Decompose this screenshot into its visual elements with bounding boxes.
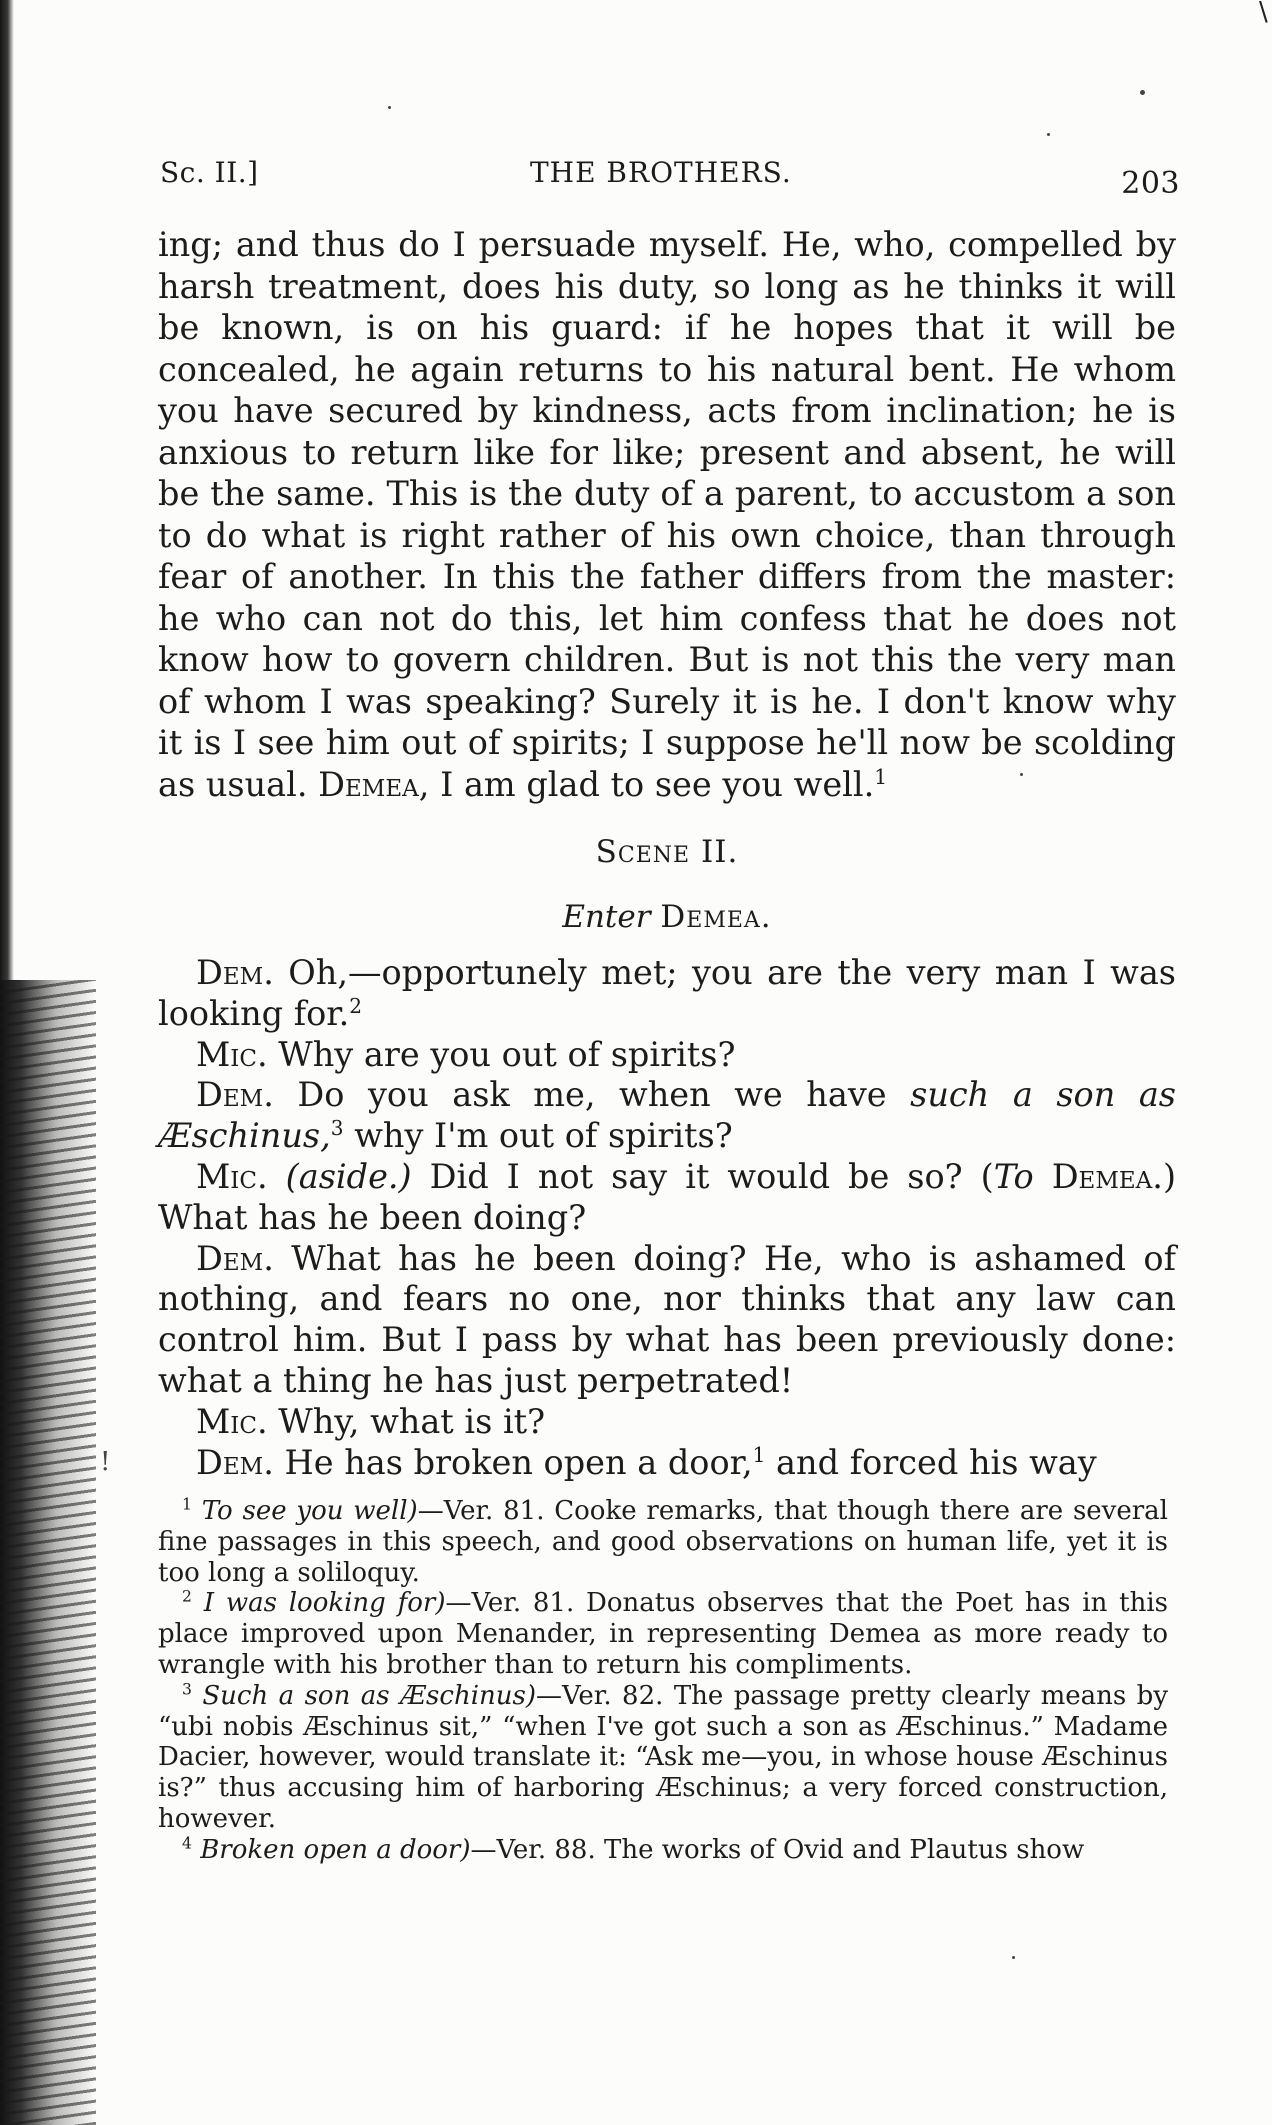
footnote <box>158 1588 1168 1680</box>
dialogue-line <box>158 1035 1176 1076</box>
footnote-title: Such a son as Æschinus) <box>202 1680 536 1711</box>
dialogue-line <box>158 1157 1176 1239</box>
margin-mark: ! <box>100 1447 111 1477</box>
speaker: Dem. <box>196 953 274 992</box>
dialogue-line <box>158 1239 1176 1402</box>
page-number: 203 <box>1121 166 1180 201</box>
footnote <box>158 1835 1168 1866</box>
footnote-text: —Ver. 88. The works of Ovid and Plautus show <box>470 1834 1085 1865</box>
soliloquy-name: Demea <box>318 764 419 804</box>
speech: Why are you out of spirits? <box>267 1034 736 1074</box>
footnote-text: —Ver. 81. Donatus observes that the Poet has in this place improved upon Menander, in representing Demea as more ready to wrangle with his brother than to return his compliments. <box>158 1588 1169 1680</box>
dialogue-block <box>158 953 1176 1483</box>
stage-enter: Enter <box>562 899 651 935</box>
footnote-text: —Ver. 82. The passage pretty clearly means by “ubi nobis Æschinus sit,” “when I've got such a son as Æschinus.” Madame Dacier, however, would translate it: “Ask me—you, in whose house Æschinus is?” thus accusing him of harboring Æschinus; a very forced construction, however. <box>158 1680 1169 1834</box>
speaker: Dem. <box>196 1442 274 1482</box>
scan-speck <box>388 106 391 109</box>
dialogue-line <box>158 1075 1176 1157</box>
soliloquy-text-end: , I am glad to see you well. <box>418 764 875 804</box>
footnote-text: —Ver. 81. Cooke remarks, that though there are several fine passages in this speech, and good observations on human life, yet it is too long a soliloquy. <box>158 1496 1168 1588</box>
direction-name: Demea <box>1051 1156 1153 1196</box>
footnote-number: 4 <box>182 1834 192 1853</box>
speaker: Mic. <box>196 1034 268 1074</box>
footnote-title: Broken open a door) <box>200 1834 471 1865</box>
corner-mark: ∖ <box>1254 0 1271 28</box>
speaker: Dem. <box>196 1238 274 1278</box>
scan-speck <box>1140 90 1145 95</box>
header-scene-label: Sc. II.] <box>160 156 259 189</box>
speech-italic: such a son as Æschinus, <box>158 1075 1176 1156</box>
to-direction: To <box>993 1156 1034 1196</box>
footnote-ref: 2 <box>349 993 363 1018</box>
speech: He has broken open a door, <box>273 1442 753 1482</box>
stage-name: Demea. <box>660 899 772 935</box>
soliloquy-paragraph <box>158 224 1176 805</box>
footnote-title: To see you well) <box>201 1496 418 1526</box>
speech: Did I not say it would be so? ( <box>411 1156 994 1196</box>
footnote-number: 3 <box>182 1680 192 1699</box>
dialogue-line <box>158 1402 1176 1443</box>
dialogue-line <box>158 953 1176 1035</box>
running-header <box>160 150 1180 206</box>
footnote-number: 1 <box>182 1495 192 1514</box>
footnotes <box>158 1496 1168 1866</box>
speech: Why, what is it? <box>267 1401 546 1441</box>
footnote-ref: 1 <box>752 1442 766 1467</box>
footnote-number: 2 <box>182 1587 192 1606</box>
binding-gutter-texture <box>0 980 96 2125</box>
scene-heading: Scene II. <box>595 834 739 870</box>
scan-speck <box>1012 1956 1015 1959</box>
speaker: Mic. <box>196 1401 268 1441</box>
dialogue-line <box>158 1443 1176 1484</box>
speaker: Dem. <box>196 1075 274 1115</box>
speech: Do you ask me, when we have <box>273 1075 911 1115</box>
footnote <box>158 1681 1168 1835</box>
aside-direction: (aside.) <box>285 1156 412 1196</box>
speaker: Mic. <box>196 1156 268 1196</box>
footnote-ref: 3 <box>330 1116 344 1141</box>
footnote <box>158 1496 1168 1588</box>
scan-speck <box>1047 133 1050 136</box>
speech: What has he been doing? He, who is ashamed of nothing, and fears no one, nor thinks that any law can control him. But I pass by what has been previously done: what a thing he has just perpetrated! <box>158 1238 1176 1400</box>
soliloquy-text: ing; and thus do I persuade myself. He, who, compelled by harsh treatment, does his duty, so long as he thinks it will be known, is on his guard: if he hopes that it will be concealed, he again returns to his natural bent. He whom you have secured by kindness, acts from inclination; he is anxious to return like for like; present and absent, he will be the same. This is the duty of a parent, to accustom a son to do what is right rather of his own choice, than through fear of another. In this the father differs from the master: he who can not do this, let him confess that he does not know how to govern children. But is not this the very man of whom I was speaking? Surely it is he. I don't know why it is I see him out of spirits; I suppose he'll now be scolding as usual. <box>158 225 1176 804</box>
stage-direction <box>158 897 1176 937</box>
header-title: THE BROTHERS. <box>530 156 792 189</box>
footnote-title: I was looking for) <box>203 1588 446 1619</box>
speech: Oh,—opportunely met; you are the very man I was looking for. <box>158 953 1176 1033</box>
speech: .) What has he been doing? <box>158 1156 1177 1237</box>
speech: and forced his way <box>765 1442 1097 1482</box>
speech: why I'm out of spirits? <box>343 1116 733 1156</box>
footnote-ref: 1 <box>874 764 888 789</box>
